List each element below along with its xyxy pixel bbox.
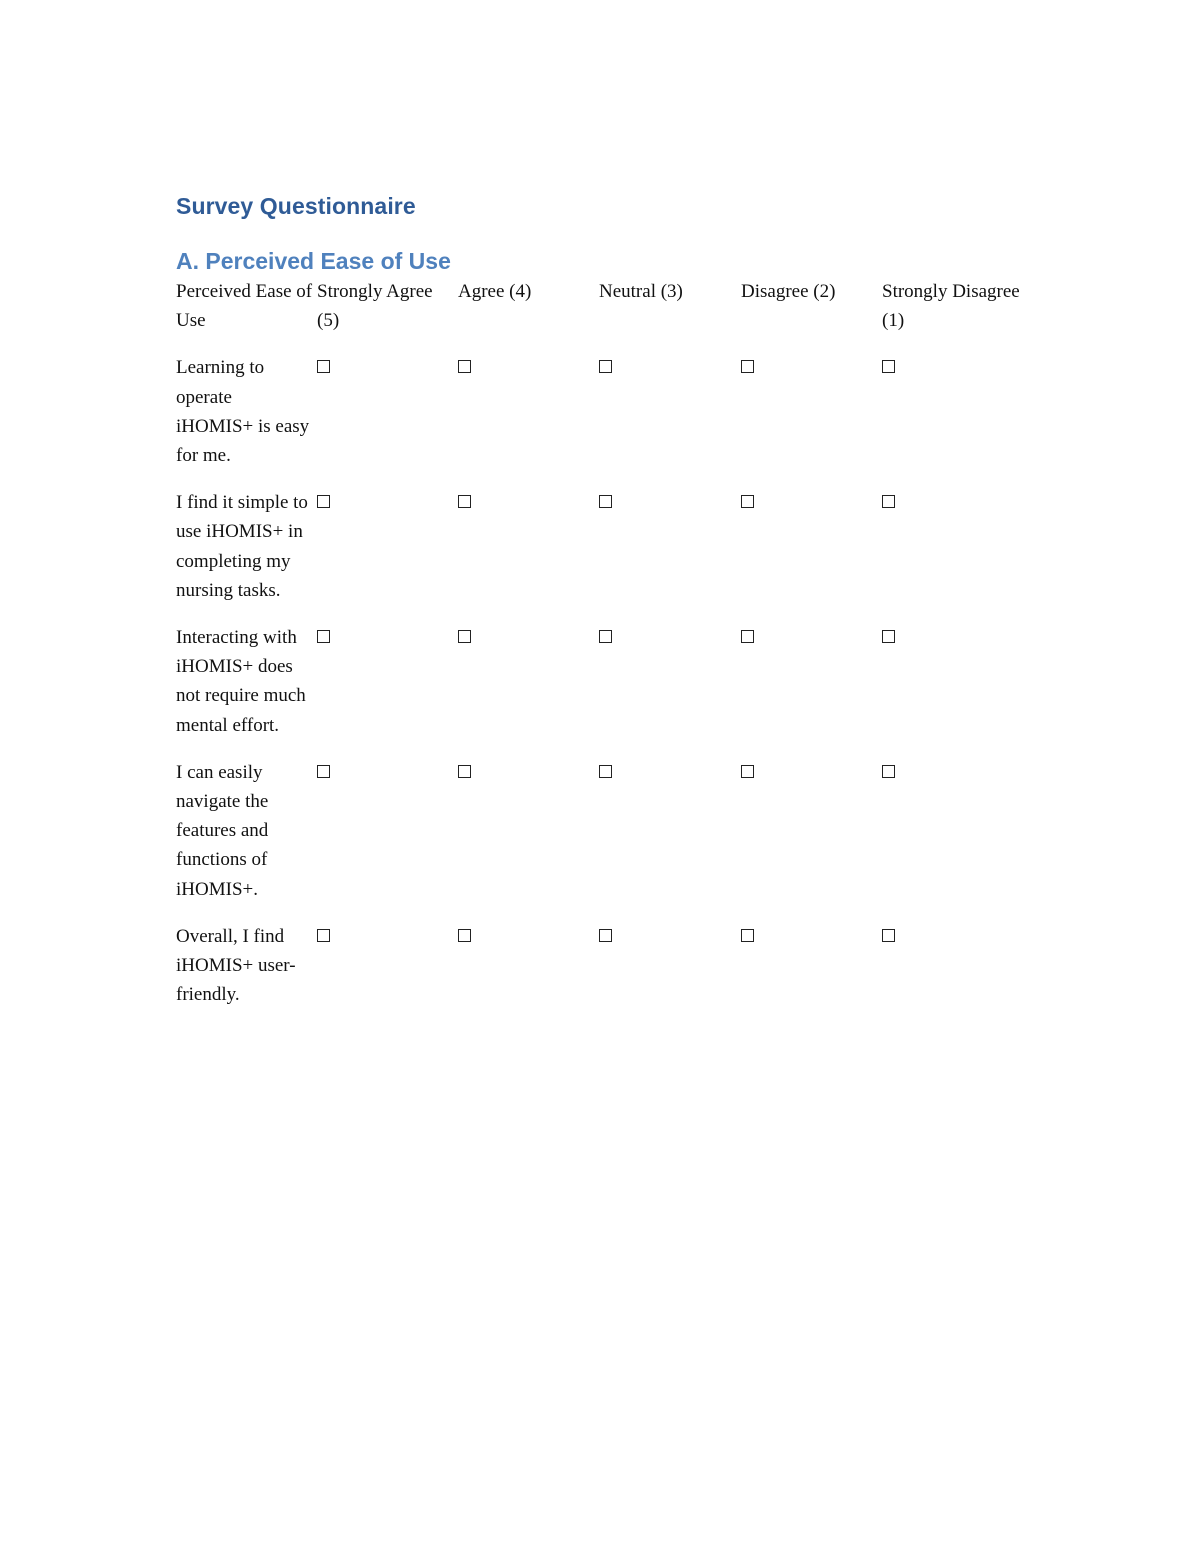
checkbox-neutral[interactable] [599, 360, 612, 373]
checkbox-neutral[interactable] [599, 929, 612, 942]
rating-cell [599, 623, 741, 758]
checkbox-agree[interactable] [458, 360, 471, 373]
checkbox-strongly-disagree[interactable] [882, 929, 895, 942]
checkbox-agree[interactable] [458, 630, 471, 643]
checkbox-agree[interactable] [458, 929, 471, 942]
column-header-strongly-agree: Strongly Agree (5) [317, 281, 433, 332]
rating-cell [882, 758, 1023, 922]
rating-cell [599, 353, 741, 488]
checkbox-disagree[interactable] [741, 495, 754, 508]
rating-cell [882, 922, 1023, 1028]
checkbox-agree[interactable] [458, 495, 471, 508]
table-row [176, 758, 1023, 922]
question-text: Learning to operate iHOMIS+ is easy for me. [176, 357, 310, 467]
rating-cell [599, 488, 741, 623]
table-row [176, 623, 1023, 758]
checkbox-agree[interactable] [458, 765, 471, 778]
rating-cell [317, 922, 458, 1028]
rating-cell [741, 922, 882, 1028]
checkbox-strongly-disagree[interactable] [882, 360, 895, 373]
rating-cell [458, 922, 599, 1028]
question-text: Overall, I find iHOMIS+ user-friendly. [176, 925, 296, 1006]
rating-cell [882, 623, 1023, 758]
page-title: Survey Questionnaire [176, 193, 416, 219]
checkbox-strongly-agree[interactable] [317, 360, 330, 373]
rating-cell [458, 353, 599, 488]
rating-cell [458, 758, 599, 922]
rating-cell [741, 623, 882, 758]
column-header-item: Perceived Ease of Use [176, 281, 313, 332]
column-header-neutral: Neutral (3) [599, 281, 683, 302]
checkbox-strongly-agree[interactable] [317, 765, 330, 778]
rating-cell [317, 488, 458, 623]
rating-cell [741, 488, 882, 623]
rating-cell [599, 922, 741, 1028]
checkbox-strongly-agree[interactable] [317, 630, 330, 643]
rating-cell [458, 488, 599, 623]
table-row [176, 353, 1023, 488]
checkbox-strongly-disagree[interactable] [882, 630, 895, 643]
survey-table [176, 277, 1023, 1027]
rating-cell [458, 623, 599, 758]
checkbox-strongly-disagree[interactable] [882, 495, 895, 508]
table-row [176, 922, 1023, 1028]
checkbox-disagree[interactable] [741, 630, 754, 643]
rating-cell [317, 353, 458, 488]
rating-cell [882, 353, 1023, 488]
column-header-strongly-disagree: Strongly Disagree (1) [882, 281, 1020, 332]
rating-cell [882, 488, 1023, 623]
checkbox-strongly-disagree[interactable] [882, 765, 895, 778]
question-text: I find it simple to use iHOMIS+ in completing my nursing tasks. [176, 492, 308, 601]
checkbox-neutral[interactable] [599, 630, 612, 643]
column-header-agree: Agree (4) [458, 281, 532, 302]
column-header-disagree: Disagree (2) [741, 281, 836, 302]
rating-cell [599, 758, 741, 922]
rating-cell [317, 758, 458, 922]
question-text: I can easily navigate the features and functions of iHOMIS+. [176, 761, 269, 900]
table-row [176, 488, 1023, 623]
section-title: A. Perceived Ease of Use [176, 248, 451, 274]
checkbox-disagree[interactable] [741, 360, 754, 373]
rating-cell [741, 758, 882, 922]
checkbox-strongly-agree[interactable] [317, 929, 330, 942]
checkbox-disagree[interactable] [741, 929, 754, 942]
checkbox-neutral[interactable] [599, 765, 612, 778]
rating-cell [741, 353, 882, 488]
question-text: Interacting with iHOMIS+ does not require much mental effort. [176, 627, 306, 736]
document-page [176, 190, 1036, 1027]
rating-cell [317, 623, 458, 758]
checkbox-strongly-agree[interactable] [317, 495, 330, 508]
table-header-row [176, 277, 1023, 353]
checkbox-disagree[interactable] [741, 765, 754, 778]
checkbox-neutral[interactable] [599, 495, 612, 508]
